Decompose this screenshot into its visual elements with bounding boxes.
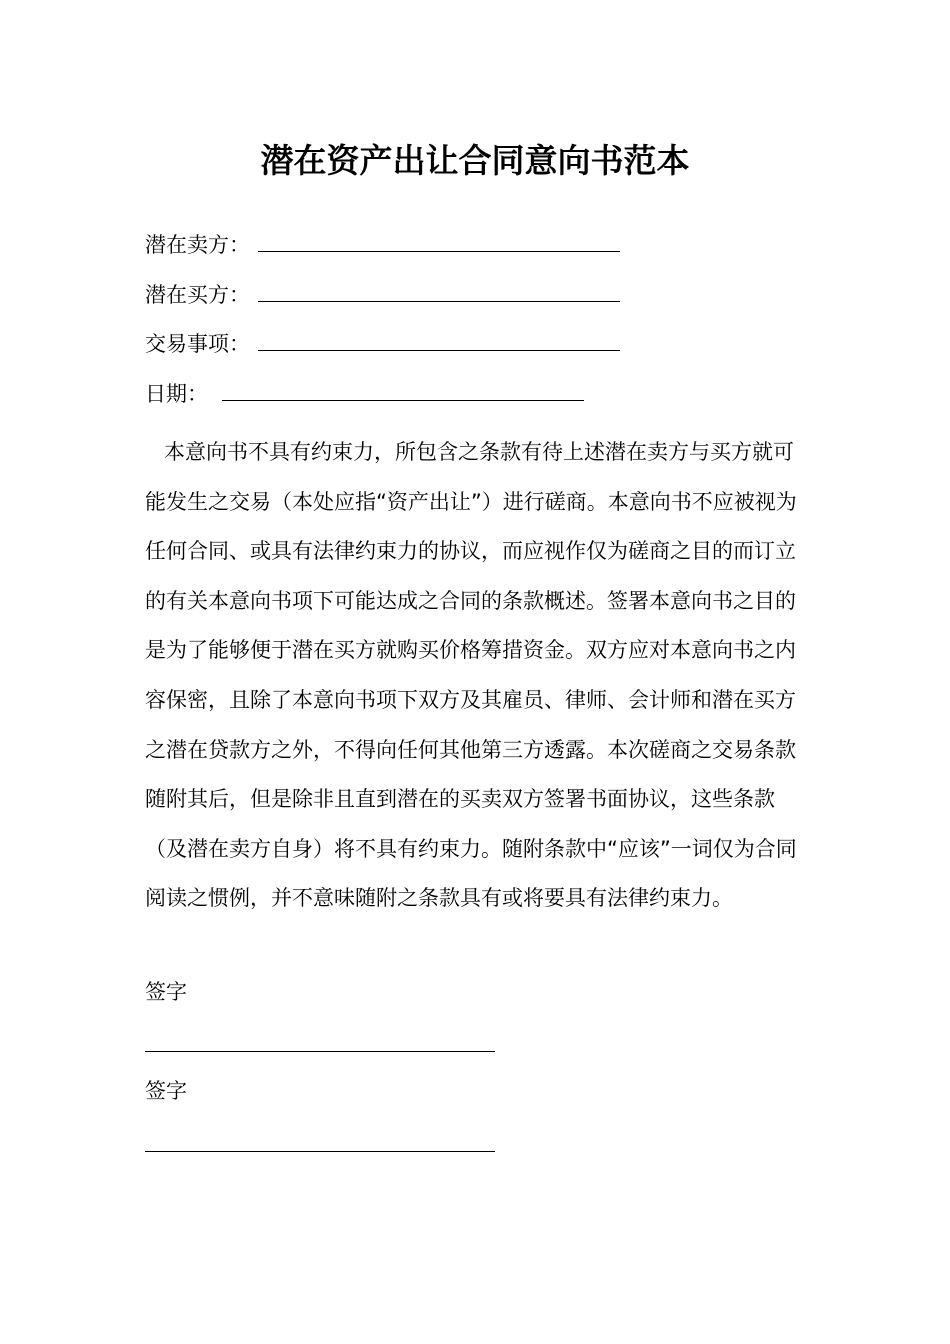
field-buyer-label: 潜在买方：	[145, 283, 250, 307]
field-date	[145, 379, 584, 409]
signature-label-2: 签字	[145, 1079, 187, 1103]
field-transaction-label: 交易事项：	[145, 332, 250, 356]
body-text	[145, 428, 810, 924]
signature-line-1	[145, 1051, 495, 1052]
field-transaction-blank	[258, 332, 620, 351]
field-seller	[145, 230, 620, 260]
field-seller-blank	[258, 233, 620, 252]
field-buyer-blank	[258, 283, 620, 302]
field-transaction	[145, 329, 620, 359]
field-date-blank	[222, 382, 584, 401]
signature-label-1: 签字	[145, 980, 187, 1004]
field-buyer	[145, 280, 620, 310]
document-title: 潜在资产出让合同意向书范本	[260, 141, 690, 180]
field-seller-label: 潜在卖方：	[145, 233, 250, 257]
field-date-label: 日期：	[145, 382, 208, 406]
body-paragraph: 本意向书不具有约束力，所包含之条款有待上述潜在卖方与买方就可能发生之交易（本处应指“资产出让”）进行磋商。本意向书不应被视为任何合同、或具有法律约束力的协议，而应视作仅为磋商之目的而订立的有关本意向书项下可能达成之合同的条款概述。签署本意向书之目的是为了能够便于潜在买方就购买价格筹措资金。双方应对本意向书之内容保密，且除了本意向书项下双方及其雇员、律师、会计师和潜在买方之潜在贷款方之外，不得向任何其他第三方透露。本次磋商之交易条款随附其后，但是除非且直到潜在的买卖双方签署书面协议，这些条款（及潜在卖方自身）将不具有约束力。随附条款中“应该”一词仅为合同阅读之惯例，并不意味随附之条款具有或将要具有法律约束力。	[145, 440, 797, 911]
signature-line-2	[145, 1151, 495, 1152]
